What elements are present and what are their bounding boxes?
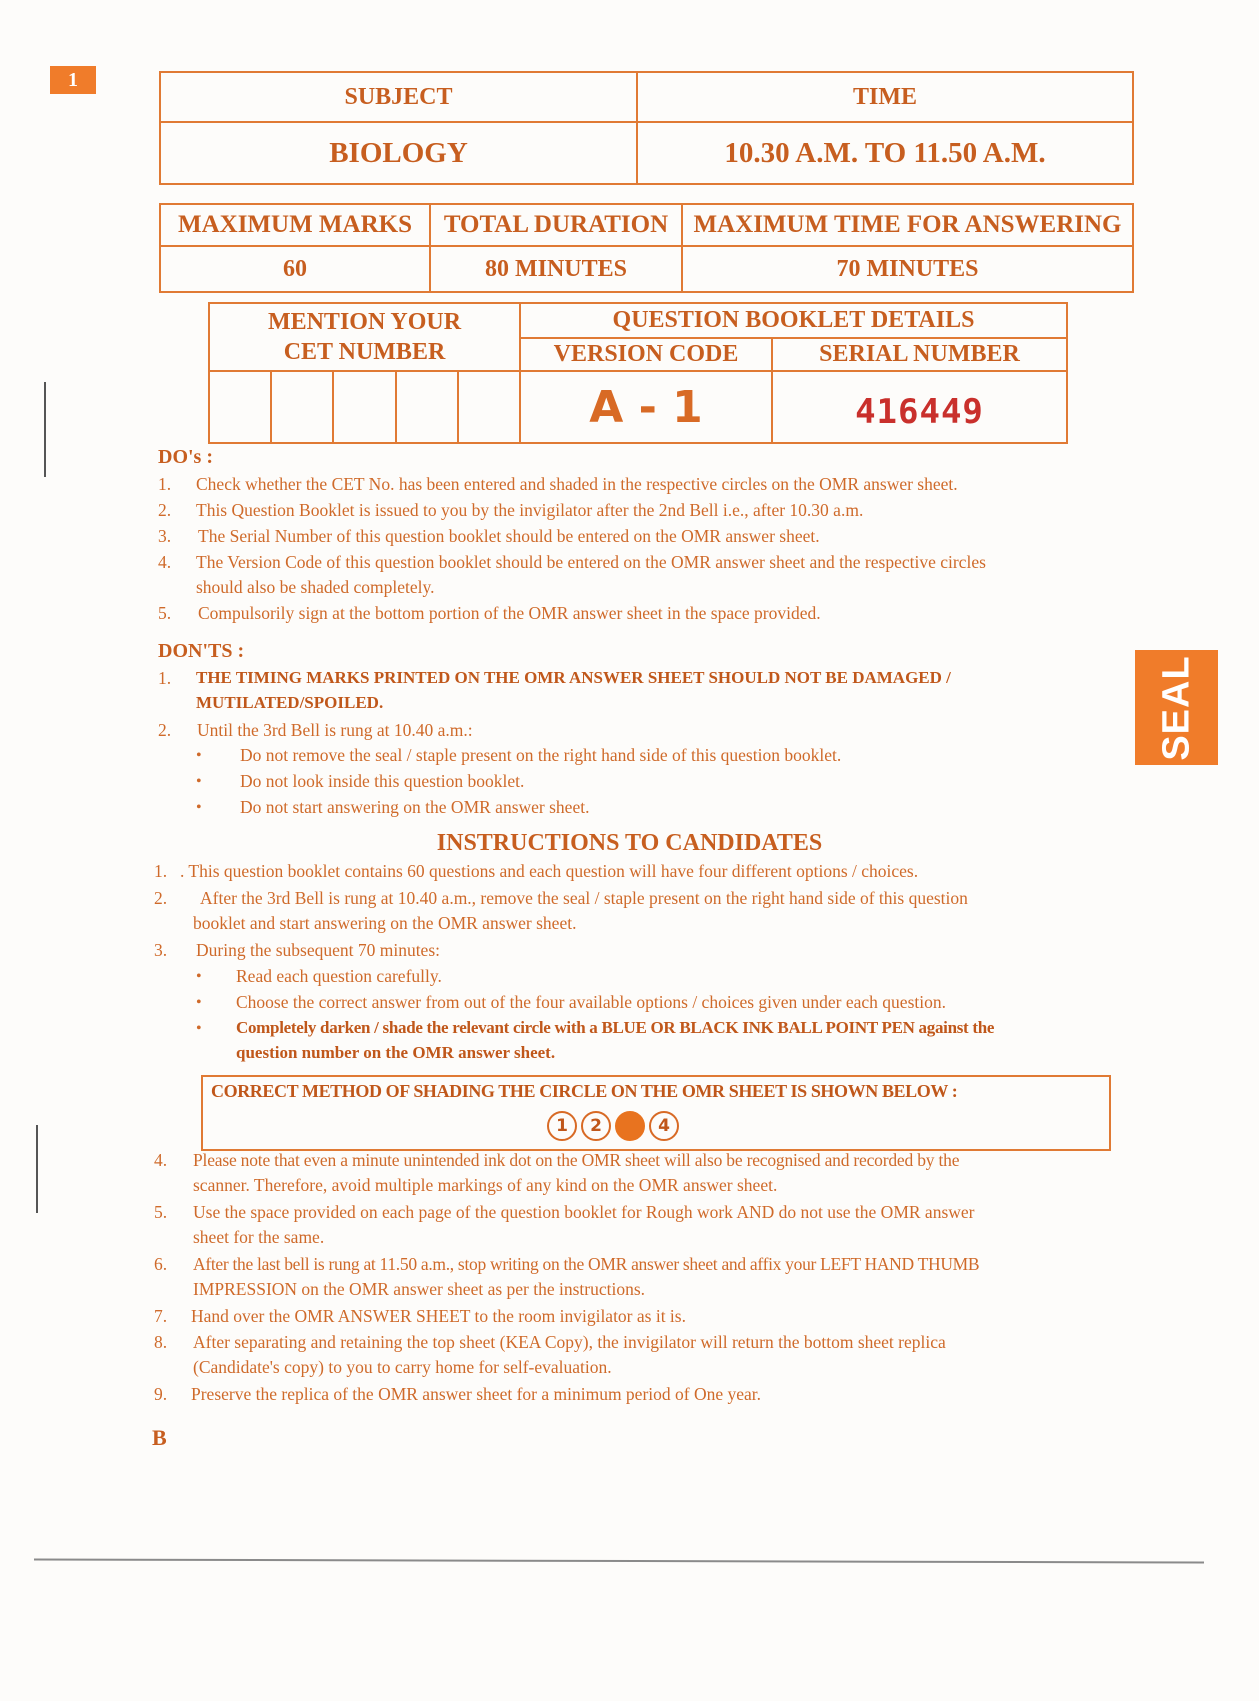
dos-item-4: The Version Code of this question booklet should be entered on the OMR answer sheet and the respective circles (196, 552, 986, 572)
instruction-3-bullet-2: Choose the correct answer from out of the four available options / choices given under each question. (236, 992, 946, 1012)
marks-duration-table (159, 203, 1134, 293)
version-code-value: A - 1 (520, 371, 772, 443)
dos-num-4: 4. (158, 552, 172, 572)
instruction-2-cont: booklet and start answering on the OMR answer sheet. (193, 913, 577, 933)
instr-num-9: 9. (154, 1384, 168, 1404)
seal-label: SEAL (1155, 654, 1197, 761)
version-code-label: VERSION CODE (520, 338, 772, 371)
bottom-rule (34, 1558, 1204, 1563)
max-marks-label: MAXIMUM MARKS (160, 204, 430, 246)
margin-mark (44, 382, 46, 477)
instruction-5-cont: sheet for the same. (193, 1227, 325, 1247)
instruction-7: Hand over the OMR ANSWER SHEET to the room invigilator as it is. (191, 1306, 686, 1326)
instruction-3-bullet-3-cont: question number on the OMR answer sheet. (236, 1043, 556, 1062)
time-label: TIME (637, 72, 1133, 122)
serial-number-label: SERIAL NUMBER (772, 338, 1067, 371)
dos-item-2: This Question Booklet is issued to you by the invigilator after the 2nd Bell i.e., after 10.30 a.m. (196, 500, 864, 520)
subject-value: BIOLOGY (160, 122, 637, 184)
dos-item-1: Check whether the CET No. has been entered and shaded in the respective circles on the OMR answer sheet. (196, 474, 958, 494)
instruction-9: Preserve the replica of the OMR answer sheet for a minimum period of One year. (191, 1384, 762, 1404)
instruction-1: . This question booklet contains 60 questions and each question will have four different options / choices. (180, 861, 919, 881)
bullet: • (196, 994, 202, 1011)
dos-num-5: 5. (158, 603, 172, 623)
instruction-2: After the 3rd Bell is rung at 10.40 a.m., remove the seal / staple present on the right hand side of this question (200, 888, 968, 908)
bullet: • (196, 773, 202, 790)
shading-method-box (201, 1075, 1111, 1151)
donts-bullet-3: Do not start answering on the OMR answer sheet. (240, 797, 590, 817)
booklet-details-label: QUESTION BOOKLET DETAILS (520, 303, 1067, 338)
dos-item-4-cont: should also be shaded completely. (196, 577, 435, 597)
margin-mark (36, 1125, 38, 1213)
page-number-badge: 1 (50, 66, 96, 94)
instruction-8-cont: (Candidate's copy) to you to carry home for self-evaluation. (193, 1357, 612, 1377)
bullet: • (196, 747, 202, 764)
donts-bullet-2: Do not look inside this question booklet. (240, 771, 525, 791)
instruction-3-bullet-1: Read each question carefully. (236, 966, 442, 986)
donts-heading: DON'TS : (158, 640, 245, 662)
omr-circle-4: 4 (649, 1111, 679, 1141)
subject-label: SUBJECT (160, 72, 637, 122)
donts-num-1: 1. (158, 668, 172, 688)
instr-num-8: 8. (154, 1332, 168, 1352)
omr-circles (547, 1111, 679, 1141)
dos-num-2: 2. (158, 500, 172, 520)
cet-digit-box[interactable] (209, 371, 271, 443)
bullet: • (196, 799, 202, 816)
dos-heading: DO's : (158, 446, 213, 468)
instr-num-4: 4. (154, 1150, 168, 1170)
omr-circle-1: 1 (547, 1111, 577, 1141)
duration-label: TOTAL DURATION (430, 204, 682, 246)
instruction-6-cont: IMPRESSION on the OMR answer sheet as per the instructions. (193, 1279, 646, 1299)
subject-time-table (159, 71, 1134, 185)
dos-item-3: The Serial Number of this question booklet should be entered on the OMR answer sheet. (198, 526, 820, 546)
serial-number-value: 416449 (772, 371, 1067, 443)
dos-num-1: 1. (158, 474, 172, 494)
seal-tab[interactable] (1135, 650, 1218, 765)
cet-digit-box[interactable] (333, 371, 395, 443)
cet-digit-box[interactable] (271, 371, 333, 443)
instr-num-7: 7. (154, 1306, 168, 1326)
cet-digit-box[interactable] (458, 371, 520, 443)
instruction-6: After the last bell is rung at 11.50 a.m., stop writing on the OMR answer sheet and affix your LEFT HAND THUMB (193, 1254, 980, 1274)
shading-caption: CORRECT METHOD OF SHADING THE CIRCLE ON THE OMR SHEET IS SHOWN BELOW : (211, 1081, 958, 1101)
instr-num-1: 1. (154, 861, 168, 881)
bullet: • (196, 968, 202, 985)
donts-bullet-1: Do not remove the seal / staple present on the right hand side of this question booklet. (240, 745, 842, 765)
instructions-heading: INSTRUCTIONS TO CANDIDATES (436, 830, 823, 856)
instruction-4-cont: scanner. Therefore, avoid multiple markings of any kind on the OMR answer sheet. (193, 1175, 778, 1195)
instruction-3: During the subsequent 70 minutes: (196, 940, 441, 960)
instr-num-6: 6. (154, 1254, 168, 1274)
time-value: 10.30 A.M. TO 11.50 A.M. (637, 122, 1133, 184)
donts-item-2: Until the 3rd Bell is rung at 10.40 a.m.: (197, 720, 473, 740)
cet-label-line2: CET NUMBER (283, 339, 446, 365)
bullet: • (196, 1020, 202, 1037)
answer-time-value: 70 MINUTES (682, 246, 1133, 292)
omr-circle-2: 2 (581, 1111, 611, 1141)
donts-item-1: THE TIMING MARKS PRINTED ON THE OMR ANSWER SHEET SHOULD NOT BE DAMAGED / (196, 668, 951, 687)
instruction-8: After separating and retaining the top sheet (KEA Copy), the invigilator will return the bottom sheet replica (193, 1332, 946, 1352)
instr-num-2: 2. (154, 888, 168, 908)
cet-label-line1: MENTION YOUR (267, 309, 462, 335)
dos-item-5: Compulsorily sign at the bottom portion of the OMR answer sheet in the space provided. (198, 603, 821, 623)
instr-num-3: 3. (154, 940, 168, 960)
instr-num-5: 5. (154, 1202, 168, 1222)
instruction-4: Please note that even a minute unintended ink dot on the OMR sheet will also be recognised and recorded by the (193, 1150, 960, 1170)
answer-time-label: MAXIMUM TIME FOR ANSWERING (682, 204, 1133, 246)
cet-number-label (209, 303, 520, 371)
max-marks-value: 60 (160, 246, 430, 292)
donts-item-1-cont: MUTILATED/SPOILED. (196, 693, 384, 712)
booklet-details-table (208, 302, 1068, 444)
instruction-3-bullet-3: Completely darken / shade the relevant circle with a BLUE OR BLACK INK BALL POINT PEN against the (236, 1018, 995, 1037)
instruction-5: Use the space provided on each page of the question booklet for Rough work AND do not use the OMR answer (193, 1202, 975, 1222)
cet-digit-box[interactable] (396, 371, 458, 443)
duration-value: 80 MINUTES (430, 246, 682, 292)
donts-num-2: 2. (158, 720, 172, 740)
footer-letter: B (152, 1425, 167, 1450)
omr-circle-3-shaded (615, 1111, 645, 1141)
dos-num-3: 3. (158, 526, 172, 546)
